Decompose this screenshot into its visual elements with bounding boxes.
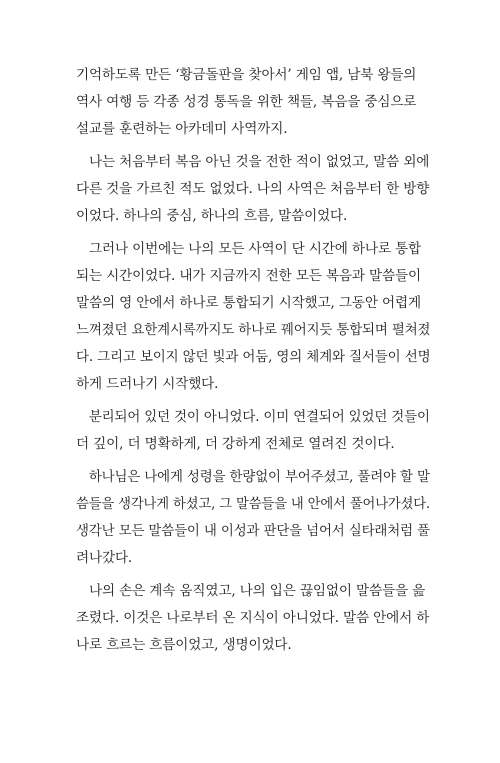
text-line: 생각난 모든 말씀들이 내 이성과 판단을 넘어서 실타래처럼 풀	[76, 523, 430, 539]
body-text	[76, 62, 430, 659]
text-line: 더 깊이, 더 명확하게, 더 강하게 전체로 열려진 것이다.	[76, 436, 395, 452]
paragraph	[76, 62, 430, 143]
text-line: 씀들을 생각나게 하셨고, 그 말씀들을 내 안에서 풀어나가셨다.	[76, 496, 431, 512]
text-line: 조렸다. 이것은 나로부터 온 지식이 아니었다. 말씀 안에서 하	[76, 610, 430, 626]
paragraph	[76, 578, 430, 659]
paragraph	[76, 236, 430, 398]
text-line: 나로 흐르는 흐름이었고, 생명이었다.	[76, 637, 292, 653]
paragraph	[76, 149, 430, 230]
text-line: 역사 여행 등 각종 성경 통독을 위한 책들, 복음을 중심으로	[76, 94, 417, 110]
text-line: 나의 손은 계속 움직였고, 나의 입은 끊임없이 말씀들을 읊	[89, 583, 426, 599]
paragraph	[76, 404, 430, 458]
text-line: 하나님은 나에게 성령을 한량없이 부어주셨고, 풀려야 할 말	[88, 469, 430, 485]
text-line: 다. 그리고 보이지 않던 빛과 어둠, 영의 체계와 질서들이 선명	[76, 349, 431, 365]
paragraph	[76, 464, 430, 572]
text-line: 기억하도록 만든 ‘황금돌판을 찾아서’ 게임 앱, 남북 왕들의	[76, 67, 417, 83]
text-line: 느껴졌던 요한계시록까지도 하나로 꿰어지듯 통합되며 펼쳐졌	[76, 322, 431, 338]
text-line: 분리되어 있던 것이 아니었다. 이미 연결되어 있었던 것들이	[88, 409, 430, 425]
text-line: 이었다. 하나의 중심, 하나의 흐름, 말씀이었다.	[76, 208, 348, 224]
text-line: 말씀의 영 안에서 하나로 통합되기 시작했고, 그동안 어렵게	[76, 295, 421, 311]
text-line: 다른 것을 가르친 적도 없었다. 나의 사역은 처음부터 한 방향	[76, 181, 430, 197]
text-line: 설교를 훈련하는 아카데미 사역까지.	[76, 121, 288, 137]
text-line: 되는 시간이었다. 내가 지금까지 전한 모든 복음과 말씀들이	[76, 268, 421, 284]
text-line: 하게 드러나기 시작했다.	[76, 376, 219, 392]
text-line: 려나갔다.	[76, 550, 133, 566]
text-line: 그러나 이번에는 나의 모든 사역이 단 시간에 하나로 통합	[89, 241, 421, 257]
text-line: 나는 처음부터 복음 아닌 것을 전한 적이 없었고, 말씀 외에	[89, 154, 430, 170]
